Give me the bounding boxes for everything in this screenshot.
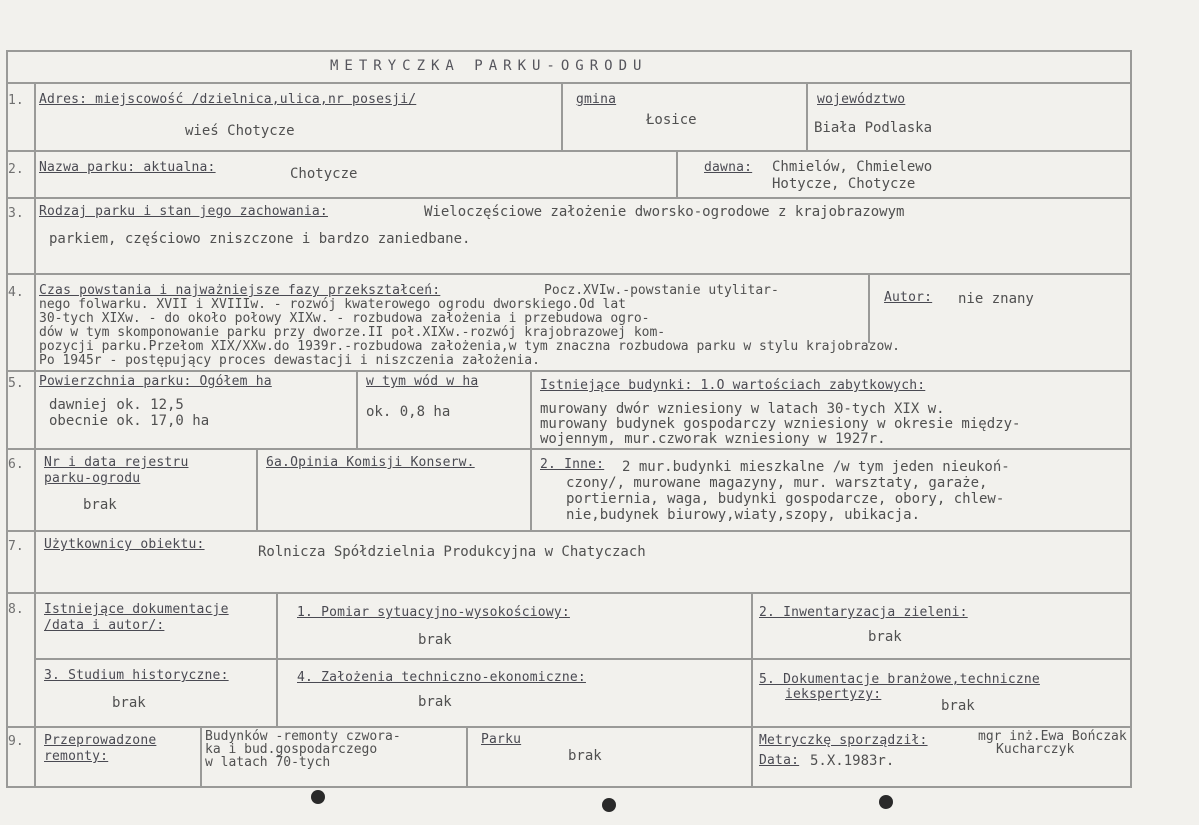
rule xyxy=(356,370,358,448)
buildings-line2: murowany budynek gospodarczy wzniesiony w okresie między- xyxy=(540,416,1021,432)
rule xyxy=(806,82,808,150)
history-study-label: 3. Studium historyczne: xyxy=(44,668,229,683)
branch-docs-value: brak xyxy=(941,698,975,714)
greenery-value: brak xyxy=(868,629,902,645)
rule xyxy=(276,592,278,726)
park-repairs-value: brak xyxy=(568,748,602,764)
docs-label-line1: Istniejące dokumentacje xyxy=(44,602,229,617)
water-value: ok. 0,8 ha xyxy=(366,404,451,420)
rule xyxy=(530,370,532,448)
section-number: 2. xyxy=(8,162,24,177)
register-label-line2: parku-ogrodu xyxy=(44,471,141,486)
register-label-line1: Nr i data rejestru xyxy=(44,455,189,470)
rule xyxy=(751,726,753,786)
area-current: obecnie ok. 17,0 ha xyxy=(49,413,210,429)
history-line2: nego folwarku. XVII i XVIIIw. - rozwój kwaterowego ogrodu dworskiego.Od lat xyxy=(39,297,626,312)
author-value: nie znany xyxy=(958,291,1034,307)
other-buildings-label: 2. Inne: xyxy=(540,457,605,472)
section-number: 1. xyxy=(8,93,24,108)
rule xyxy=(751,592,753,726)
park-type-line2: parkiem, częściowo zniszczone i bardzo zaniedbane. xyxy=(49,231,471,247)
repairs-label-line1: Przeprowadzone xyxy=(44,733,157,748)
buildings-label: Istniejące budynki: 1.O wartościach zabytkowych: xyxy=(540,378,926,393)
docs-label-line2: /data i autor/: xyxy=(44,618,165,633)
tech-econ-label: 4. Założenia techniczno-ekonomiczne: xyxy=(297,670,586,685)
section-number: 9. xyxy=(8,734,24,749)
survey-value: brak xyxy=(418,632,452,648)
punch-hole xyxy=(311,790,325,804)
park-name-current: Chotycze xyxy=(290,166,358,182)
rule xyxy=(561,82,563,150)
greenery-label: 2. Inwentaryzacja zieleni: xyxy=(759,605,968,620)
section-number: 6. xyxy=(8,457,24,472)
author-label: Autor: xyxy=(884,290,933,305)
other-buildings-line2: czony/, murowane magazyny, mur. warsztaty, garaże, xyxy=(566,475,988,491)
section-number: 8. xyxy=(8,602,24,617)
rule xyxy=(868,273,870,343)
rule xyxy=(34,658,1132,660)
tech-econ-value: brak xyxy=(418,694,452,710)
prepared-by-line2: Kucharczyk xyxy=(996,742,1075,757)
other-buildings-line3: portiernia, waga, budynki gospodarcze, obory, chlew- xyxy=(566,491,1005,507)
rule xyxy=(6,82,1132,84)
other-buildings-line1: 2 mur.budynki mieszkalne /w tym jeden nieukoń- xyxy=(622,459,1010,475)
history-label: Czas powstania i najważniejsze fazy przekształceń: xyxy=(39,283,441,298)
date-value: 5.X.1983r. xyxy=(810,753,895,769)
address-label: Adres: miejscowość /dzielnica,ulica,nr posesji/ xyxy=(39,92,417,107)
park-name-former-line1: Chmielów, Chmielewo xyxy=(772,159,933,175)
park-type-label: Rodzaj parku i stan jego zachowania: xyxy=(39,204,328,219)
history-line5: pozycji parku.Przełom XIX/XXw.do 1939r.-rozbudowa założenia,w tym znaczna rozbudowa parku w stylu krajobrazow. xyxy=(39,339,900,354)
rule xyxy=(6,370,1132,372)
rule xyxy=(6,273,1132,275)
users-label: Użytkownicy obiektu: xyxy=(44,537,205,552)
number-column-rule xyxy=(34,82,36,786)
voivodeship-value: Biała Podlaska xyxy=(814,120,933,136)
form-title: METRYCZKA PARKU-OGRODU xyxy=(330,58,648,74)
opinion-label: 6a.Opinia Komisji Konserw. xyxy=(266,455,475,470)
history-line6: Po 1945r - postępujący proces dewastacji i niszczenia założenia. xyxy=(39,353,540,368)
register-value: brak xyxy=(83,497,117,513)
rule xyxy=(6,726,1132,728)
other-buildings-line4: nie,budynek biurowy,wiaty,szopy, ubikacja. xyxy=(566,507,921,523)
users-value: Rolnicza Spółdzielnia Produkcyjna w Chatyczach xyxy=(258,544,646,560)
section-number: 4. xyxy=(8,285,24,300)
buildings-repairs-line3: w latach 70-tych xyxy=(205,755,331,770)
repairs-label-line2: remonty: xyxy=(44,749,109,764)
history-line1: Pocz.XVIw.-powstanie utylitar- xyxy=(544,283,779,298)
rule xyxy=(6,592,1132,594)
section-number: 3. xyxy=(8,206,24,221)
rule xyxy=(256,448,258,530)
rule xyxy=(200,726,202,786)
gmina-label: gmina xyxy=(576,92,617,107)
park-name-former-label: dawna: xyxy=(704,160,753,175)
prepared-by-line1: mgr inż.Ewa Bończak xyxy=(978,729,1127,744)
branch-docs-label-line1: 5. Dokumentacje branżowe,techniczne xyxy=(759,672,1040,687)
area-former: dawniej ok. 12,5 xyxy=(49,397,184,413)
punch-hole xyxy=(602,798,616,812)
branch-docs-label-line2: iekspertyzy: xyxy=(785,687,882,702)
gmina-value: Łosice xyxy=(646,112,697,128)
buildings-line1: murowany dwór wzniesiony w latach 30-tych XIX w. xyxy=(540,401,945,417)
history-study-value: brak xyxy=(112,695,146,711)
history-line3: 30-tych XIXw. - do około połowy XIXw. - rozbudowa założenia i przebudowa ogro- xyxy=(39,311,650,326)
address-value: wieś Chotycze xyxy=(185,123,295,139)
buildings-repairs-line1: Budynków -remonty czwora- xyxy=(205,729,401,744)
park-name-former-line2: Hotycze, Chotycze xyxy=(772,176,916,192)
date-label: Data: xyxy=(759,753,800,768)
rule xyxy=(6,530,1132,532)
rule xyxy=(6,448,1132,450)
water-label: w tym wód w ha xyxy=(366,374,479,389)
buildings-repairs-line2: ka i bud.gospodarczego xyxy=(205,742,378,757)
voivodeship-label: województwo xyxy=(817,92,906,107)
rule xyxy=(530,448,532,530)
punch-hole xyxy=(879,795,893,809)
survey-label: 1. Pomiar sytuacyjno-wysokościowy: xyxy=(297,605,570,620)
park-repairs-label: Parku xyxy=(481,732,522,747)
rule xyxy=(6,197,1132,199)
history-line4: dów w tym skomponowanie parku przy dworze.II poł.XIXw.-rozwój krajobrazowej kom- xyxy=(39,325,666,340)
section-number: 7. xyxy=(8,539,24,554)
park-name-label: Nazwa parku: aktualna: xyxy=(39,160,216,175)
section-number: 5. xyxy=(8,376,24,391)
prepared-by-label: Metryczkę sporządził: xyxy=(759,733,928,748)
park-type-line1: Wieloczęściowe założenie dworsko-ogrodowe z krajobrazowym xyxy=(424,204,905,220)
rule xyxy=(6,150,1132,152)
area-label: Powierzchnia parku: Ogółem ha xyxy=(39,374,272,389)
buildings-line3: wojennym, mur.czworak wzniesiony w 1927r. xyxy=(540,431,886,447)
rule xyxy=(466,726,468,786)
rule xyxy=(676,150,678,197)
